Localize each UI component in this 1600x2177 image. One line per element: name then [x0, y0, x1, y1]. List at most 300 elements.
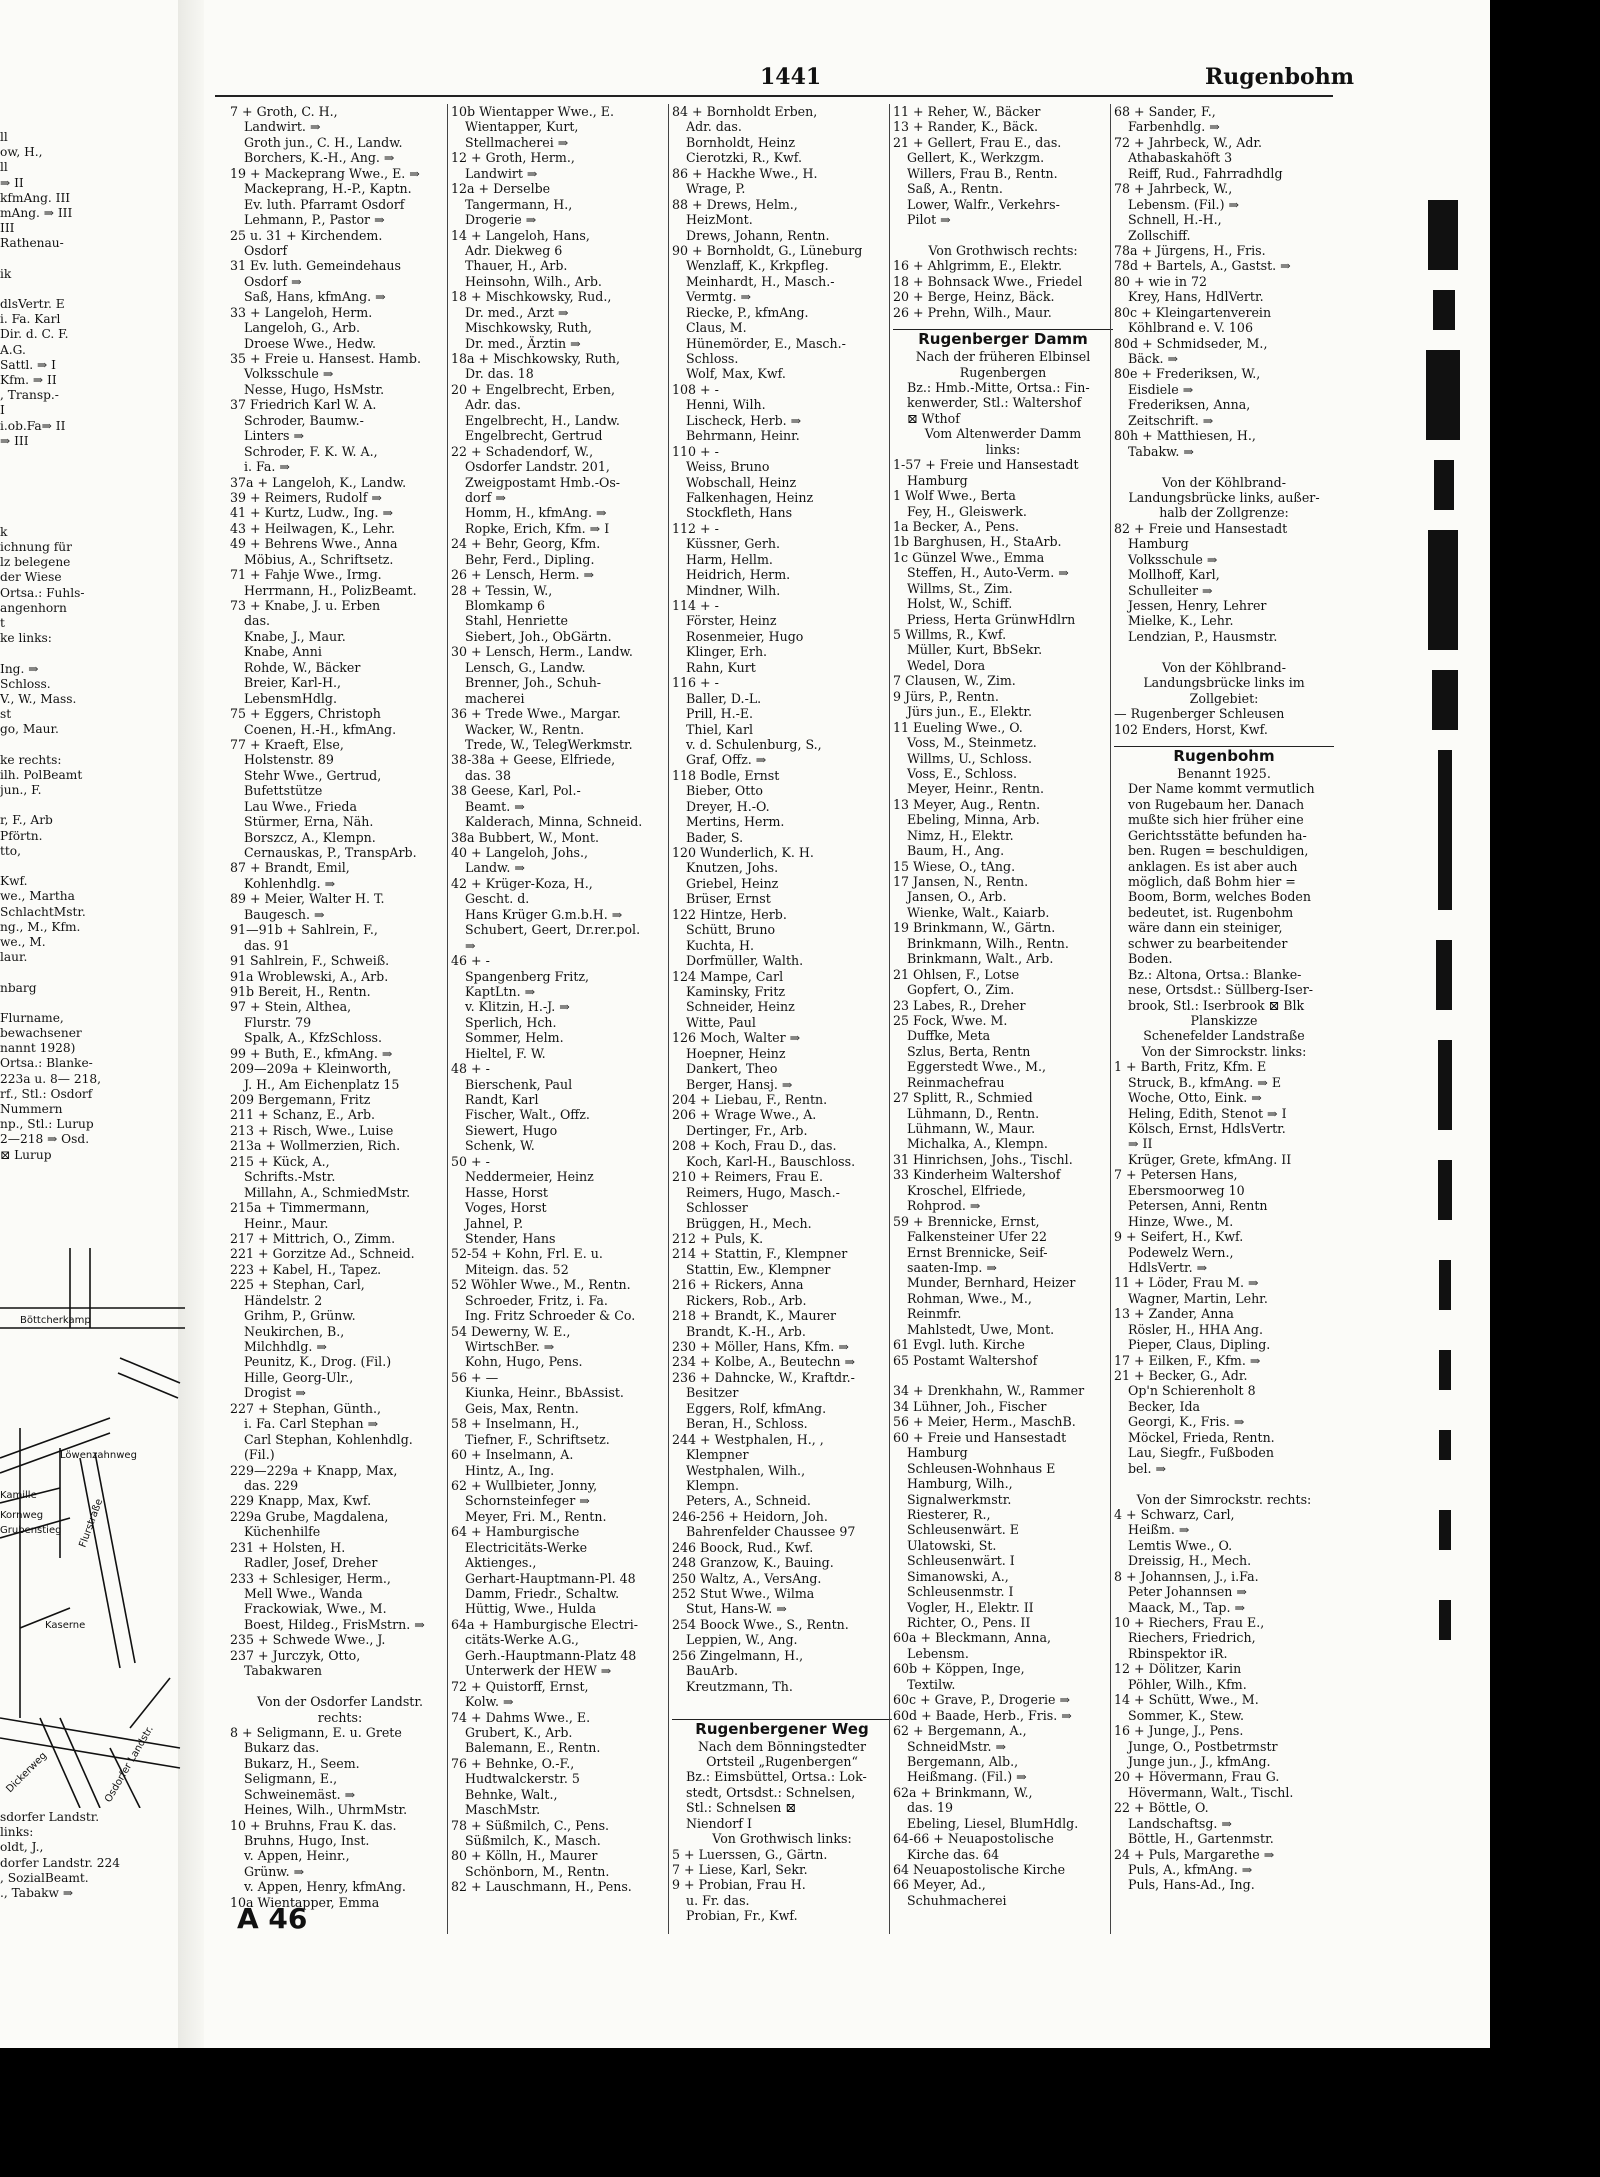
- directory-line: Gellert, K., Werkzgm.: [907, 150, 1045, 166]
- directory-line: Kölsch, Ernst, HdlsVertr.: [1128, 1121, 1286, 1136]
- directory-line: Rosenmeier, Hugo: [686, 628, 804, 644]
- directory-line: Carl Stephan, Kohlenhdlg.: [244, 1431, 413, 1447]
- directory-line: [1114, 644, 1334, 659]
- directory-line: Möbius, A., Schriftsetz.: [244, 551, 394, 567]
- address-entry: 122 Hintze, Herb.: [672, 906, 787, 922]
- directory-line: Thauer, H., Arb.: [465, 258, 568, 274]
- signature-marker: A 46: [237, 1902, 308, 1935]
- address-entry: 64a + Hamburgische Electri-: [451, 1616, 638, 1632]
- directory-line: Dertinger, Fr., Arb.: [686, 1122, 808, 1138]
- directory-line: Stehr Wwe., Gertrud,: [244, 767, 382, 783]
- directory-line: Volksschule ⇒: [1128, 551, 1218, 567]
- address-entry: 11 + Reher, W., Bäcker: [893, 104, 1041, 119]
- address-entry: 27 Splitt, R., Schmied: [893, 1090, 1033, 1106]
- directory-line: Behnke, Walt.,: [465, 1786, 558, 1802]
- directory-line: Siebert, Joh., ObGärtn.: [465, 628, 612, 644]
- directory-line: [230, 1679, 450, 1694]
- directory-line: Beamt. ⇒: [465, 798, 525, 814]
- address-entry: 28 + Tessin, W.,: [451, 582, 553, 598]
- address-entry: 80e + Frederiksen, W.,: [1114, 366, 1261, 382]
- address-entry: 237 + Jurczyk, Otto,: [230, 1647, 361, 1663]
- directory-line: Bahrenfelder Chaussee 97: [686, 1524, 856, 1540]
- directory-line: WirtschBer. ⇒: [465, 1339, 555, 1354]
- directory-line: Cierotzki, R., Kwf.: [686, 150, 802, 166]
- directory-line: Adr. Diekweg 6: [465, 242, 563, 258]
- address-entry: 38-38a + Geese, Elfriede,: [451, 752, 616, 768]
- directory-line: Frackowiak, Wwe., M.: [244, 1601, 387, 1617]
- left-fragment-line: Dir. d. C. F.: [0, 327, 69, 342]
- address-entry: 78 + Jahrbeck, W.,: [1114, 181, 1233, 197]
- directory-line: Schweinemäst. ⇒: [244, 1786, 356, 1802]
- address-entry: 60d + Baade, Herb., Fris. ⇒: [893, 1707, 1072, 1723]
- address-entry: 1 Wolf Wwe., Berta: [893, 488, 1016, 504]
- left-fragment-line: SchlachtMstr.: [0, 904, 86, 919]
- address-entry: 10 + Riechers, Frau E.,: [1114, 1615, 1265, 1630]
- left-fragment-line: ow, H.,: [0, 145, 43, 160]
- directory-line: Cernauskas, P., TranspArb.: [244, 845, 417, 860]
- left-fragment-line: III: [0, 221, 15, 236]
- directory-line: Köhlbrand e. V. 106: [1128, 320, 1253, 336]
- address-entry: 110 + -: [672, 443, 719, 459]
- address-entry: 37a + Langeloh, K., Landw.: [230, 474, 407, 490]
- directory-line: Schleusenwärt. E: [907, 1522, 1019, 1538]
- left-fragment-line: lz belegene: [0, 555, 71, 570]
- directory-line: Peunitz, K., Drog. (Fil.): [244, 1354, 392, 1370]
- directory-line: Heines, Wilh., UhrmMstr.: [244, 1802, 408, 1818]
- address-entry: 60a + Bleckmann, Anna,: [893, 1630, 1052, 1646]
- header-rule: [215, 95, 1333, 97]
- address-entry: 87 + Brandt, Emil,: [230, 860, 350, 876]
- directory-line: SchneidMstr. ⇒: [907, 1738, 1007, 1754]
- directory-line: Gopfert, O., Zim.: [907, 982, 1015, 998]
- directory-line: Ebeling, Liesel, BlumHdlg.: [907, 1815, 1079, 1831]
- left-fragment-line: ng., M., Kfm.: [0, 919, 81, 934]
- directory-line: bedeutet, ist. Rugenbohm: [1128, 904, 1294, 920]
- address-entry: 48 + -: [451, 1061, 490, 1077]
- address-entry: 5 Willms, R., Kwf.: [893, 627, 1007, 642]
- address-entry: 62 + Bergemann, A.,: [893, 1723, 1027, 1739]
- address-entry: 17 Jansen, N., Rentn.: [893, 874, 1029, 889]
- directory-line: Heidrich, Herm.: [686, 567, 791, 583]
- directory-line: Richter, O., Pens. II: [907, 1615, 1031, 1630]
- address-entry: 14 + Langeloh, Hans,: [451, 227, 590, 243]
- map-label: Kamille: [0, 1490, 37, 1501]
- left-fragment-line: ⊠ Lurup: [0, 1147, 52, 1162]
- directory-line: Schubert, Geert, Dr.rer.pol.: [465, 922, 641, 938]
- left-fragment-line: I: [0, 403, 5, 418]
- address-entry: 234 + Kolbe, A., Beutechn ⇒: [672, 1354, 856, 1370]
- address-entry: 244 + Westphalen, H., ,: [672, 1431, 824, 1447]
- address-entry: 230 + Möller, Hans, Kfm. ⇒: [672, 1339, 849, 1354]
- address-entry: 24 + Behr, Georg, Kfm.: [451, 536, 601, 552]
- directory-line: Heißmang. (Fil.) ⇒: [907, 1769, 1027, 1785]
- directory-line: Zollgebiet:: [1189, 690, 1259, 706]
- left-fragment-line: der Wiese: [0, 570, 62, 585]
- directory-line: Coenen, H.-H., kfmAng.: [244, 721, 397, 737]
- directory-line: Lehmann, P., Pastor ⇒: [244, 212, 385, 228]
- address-entry: 26 + Lensch, Herm. ⇒: [451, 567, 595, 583]
- directory-line: Möckel, Frieda, Rentn.: [1128, 1429, 1275, 1445]
- address-entry: 254 Boock Wwe., S., Rentn.: [672, 1616, 849, 1632]
- directory-line: Schleusenmstr. I: [907, 1584, 1014, 1600]
- directory-line: Jürs jun., E., Elektr.: [907, 704, 1032, 720]
- address-entry: 124 Mampe, Carl: [672, 968, 784, 984]
- address-entry: 46 + -: [451, 953, 490, 969]
- address-entry: 11 Eueling Wwe., O.: [893, 719, 1023, 735]
- left-fragment-bottom-line: oldt, J.,: [0, 1840, 44, 1855]
- directory-line: Kirche das. 64: [907, 1846, 1000, 1862]
- address-entry: 227 + Stephan, Günth.,: [230, 1400, 381, 1416]
- address-entry: 22 + Böttle, O.: [1114, 1800, 1209, 1816]
- column-5: [1114, 104, 1334, 1893]
- directory-line: Ebeling, Minna, Arb.: [907, 812, 1040, 828]
- directory-line: Rohman, Wwe., M.,: [907, 1290, 1032, 1306]
- address-entry: 72 + Jahrbeck, W., Adr.: [1114, 134, 1263, 150]
- left-fragment-line: Sattl. ⇒ I: [0, 357, 56, 372]
- directory-line: Hoepner, Heinz: [686, 1045, 786, 1061]
- left-fragment-bottom-line: links:: [0, 1825, 34, 1840]
- left-fragment-line: bewachsener: [0, 1026, 82, 1041]
- directory-line: Breier, Karl-H.,: [244, 675, 342, 691]
- address-entry: 40 + Langeloh, Johs.,: [451, 845, 589, 860]
- address-entry: 91 Sahlrein, F., Schweiß.: [230, 953, 390, 969]
- directory-line: Podewelz Wern.,: [1128, 1244, 1234, 1260]
- left-fragment-line: [0, 510, 190, 525]
- directory-line: Kroschel, Elfriede,: [907, 1182, 1027, 1198]
- directory-line: Wienke, Walt., Kaiarb.: [907, 904, 1050, 920]
- directory-line: Fischer, Walt., Offz.: [465, 1107, 590, 1123]
- left-fragment-line: Kwf.: [0, 874, 28, 889]
- address-entry: 10a Wientapper, Emma: [230, 1894, 380, 1910]
- address-entry: 18a + Mischkowsky, Ruth,: [451, 351, 620, 366]
- directory-line: Schornsteinfeger ⇒: [465, 1493, 590, 1509]
- address-entry: 229 Knapp, Max, Kwf.: [230, 1493, 372, 1509]
- directory-line: Sommer, K., Stew.: [1128, 1707, 1245, 1723]
- directory-line: Landwirt ⇒: [465, 165, 538, 181]
- directory-line: Bukarz, H., Seem.: [244, 1755, 360, 1771]
- left-fragment-line: angenhorn: [0, 600, 67, 615]
- running-head: [0, 64, 1490, 90]
- column-3: [672, 104, 892, 1924]
- directory-line: Spalk, A., KfzSchloss.: [244, 1030, 383, 1046]
- directory-line: Baller, D.-L.: [686, 690, 762, 706]
- directory-line: Krey, Hans, HdlVertr.: [1128, 289, 1264, 305]
- address-entry: 35 + Freie u. Hansest. Hamb.: [230, 351, 421, 366]
- directory-line: Drogist ⇒: [244, 1385, 306, 1401]
- left-fragment-line: [0, 798, 190, 813]
- column-2: [451, 104, 671, 1895]
- address-entry: 62a + Brinkmann, W.,: [893, 1784, 1033, 1800]
- address-entry: 21 Ohlsen, F., Lotse: [893, 966, 1020, 982]
- directory-line: Graf, Offz. ⇒: [686, 752, 767, 768]
- directory-line: Ulatowski, St.: [907, 1537, 997, 1553]
- map-label: Grubenstieg: [0, 1525, 62, 1536]
- directory-line: möglich, daß Bohm hier =: [1128, 874, 1296, 889]
- address-entry: 52 Wöhler Wwe., M., Rentn.: [451, 1277, 631, 1293]
- address-entry: 60 + Inselmann, A.: [451, 1447, 574, 1463]
- directory-line: Grubert, K., Arb.: [465, 1724, 573, 1740]
- directory-line: LebensmHdlg.: [244, 690, 337, 706]
- address-entry: 68 + Sander, F.,: [1114, 104, 1216, 119]
- directory-line: Becker, Ida: [1128, 1398, 1201, 1414]
- directory-line: Bruhns, Hugo, Inst.: [244, 1833, 370, 1848]
- directory-line: Prill, H.-E.: [686, 706, 754, 722]
- directory-line: Brinkmann, Wilh., Rentn.: [907, 935, 1069, 951]
- map-label: Flurstraße: [77, 1497, 106, 1550]
- directory-line: Behr, Ferd., Dipling.: [465, 551, 595, 567]
- directory-line: citäts-Werke A.G.,: [465, 1632, 579, 1648]
- address-entry: 65 Postamt Waltershof: [893, 1352, 1038, 1368]
- directory-line: Von der Osdorfer Landstr.: [257, 1694, 423, 1710]
- address-entry: 217 + Mittrich, O., Zimm.: [230, 1230, 396, 1246]
- address-entry: 58 + Inselmann, H.,: [451, 1416, 580, 1432]
- directory-line: Berger, Hansj. ⇒: [686, 1076, 793, 1092]
- left-fragment-line: k: [0, 524, 8, 539]
- column-divider: [668, 104, 669, 1934]
- directory-line: Simanowski, A.,: [907, 1568, 1009, 1584]
- directory-line: Puls, A., kfmAng. ⇒: [1128, 1862, 1253, 1877]
- address-entry: 206 + Wrage Wwe., A.: [672, 1107, 817, 1123]
- directory-line: Saß, Hans, kfmAng. ⇒: [244, 289, 386, 305]
- directory-line: Leppien, W., Ang.: [686, 1632, 798, 1648]
- directory-line: [1114, 459, 1334, 474]
- directory-line: Reinmachefrau: [907, 1074, 1005, 1090]
- left-fragment-line: laur.: [0, 950, 28, 965]
- scan-border-right: [1490, 0, 1600, 2177]
- directory-line: Frederiksen, Anna,: [1128, 397, 1251, 413]
- directory-line: Athabaskahöft 3: [1128, 150, 1233, 166]
- directory-line: Stattin, Ew., Klempner: [686, 1261, 831, 1277]
- directory-line: Millahn, A., SchmiedMstr.: [244, 1184, 411, 1200]
- address-entry: 77 + Kraeft, Else,: [230, 736, 344, 752]
- directory-line: Bader, S.: [686, 829, 744, 845]
- address-entry: 102 Enders, Horst, Kwf.: [1114, 721, 1268, 737]
- left-fragment-line: Nummern: [0, 1102, 63, 1116]
- directory-line: Puls, Hans-Ad., Ing.: [1128, 1877, 1255, 1893]
- directory-line: Müller, Kurt, BbSekr.: [907, 642, 1043, 658]
- directory-line: Hövermann, Walt., Tischl.: [1128, 1784, 1294, 1800]
- directory-line: Klinger, Erh.: [686, 644, 768, 660]
- directory-line: macherei: [465, 690, 525, 706]
- left-fragment-line: i. Fa. Karl: [0, 312, 61, 327]
- directory-line: stedt, Ortsdst.: Schnelsen,: [686, 1784, 856, 1800]
- directory-line: Neukirchen, B.,: [244, 1323, 345, 1339]
- directory-line: Probian, Fr., Kwf.: [686, 1908, 798, 1924]
- address-entry: 7 + Groth, C. H.,: [230, 104, 338, 119]
- left-page-fragment: [0, 130, 190, 1163]
- directory-line: Baum, H., Ang.: [907, 843, 1005, 859]
- left-fragment-line: [0, 965, 190, 980]
- directory-line: Holstenstr. 89: [244, 752, 334, 768]
- address-entry: 223 + Kabel, H., Tapez.: [230, 1261, 382, 1277]
- address-entry: 22 + Schadendorf, W.,: [451, 443, 594, 459]
- directory-line: Riechers, Friedrich,: [1128, 1630, 1256, 1646]
- address-entry: 18 + Mischkowsky, Rud.,: [451, 289, 612, 305]
- directory-line: Adr. das.: [686, 119, 742, 135]
- address-entry: — Rugenberger Schleusen: [1114, 706, 1285, 722]
- left-fragment-line: ⇒ II: [0, 175, 24, 190]
- left-fragment-line: 2—218 ⇒ Osd.: [0, 1132, 90, 1147]
- left-fragment-line: ⇒ III: [0, 433, 29, 448]
- address-entry: 66 Meyer, Ad.,: [893, 1877, 986, 1893]
- directory-line: kenwerder, Stl.: Waltershof: [907, 395, 1082, 411]
- directory-line: Osdorf ⇒: [244, 273, 302, 289]
- address-entry: 71 + Fahje Wwe., Irmg.: [230, 567, 382, 583]
- address-entry: 72 + Quistorff, Ernst,: [451, 1678, 589, 1694]
- directory-line: Bufettstütze: [244, 783, 323, 799]
- left-fragment-line: [0, 479, 190, 494]
- address-entry: 30 + Lensch, Herm., Landw.: [451, 644, 633, 660]
- directory-line: Riecke, P., kfmAng.: [686, 304, 809, 320]
- directory-line: Munder, Bernhard, Heizer: [907, 1275, 1076, 1291]
- directory-line: Junge, O., Postbetrmstr: [1128, 1738, 1278, 1754]
- address-entry: 56 + —: [451, 1369, 499, 1385]
- directory-line: Weiss, Bruno: [686, 459, 770, 475]
- directory-line: Bornholdt, Heinz: [686, 134, 796, 150]
- left-fragment-line: [0, 252, 190, 267]
- address-entry: 33 + Langeloh, Herm.: [230, 304, 373, 320]
- left-fragment-line: ll: [0, 130, 8, 144]
- directory-line: Hudtwalckerstr. 5: [465, 1771, 580, 1787]
- directory-line: Peters, A., Schneid.: [686, 1493, 811, 1509]
- left-fragment-line: nbarg: [0, 980, 37, 995]
- directory-line: Böttle, H., Gartenmstr.: [1128, 1831, 1274, 1847]
- directory-line: Rahn, Kurt: [686, 659, 756, 675]
- directory-line: Niendorf I: [686, 1815, 752, 1831]
- address-entry: 229a Grube, Magdalena,: [230, 1508, 389, 1524]
- directory-line: Textilw.: [907, 1676, 956, 1692]
- left-fragment-line: ik: [0, 266, 12, 281]
- directory-line: Flurstr. 79: [244, 1014, 312, 1030]
- directory-line: Baugesch. ⇒: [244, 906, 325, 922]
- street-heading: Rugenberger Damm: [918, 330, 1088, 349]
- directory-line: Borszcz, A., Klempn.: [244, 829, 376, 845]
- directory-line: Lebensm.: [907, 1645, 969, 1661]
- directory-line: Heling, Edith, Stenot ⇒ I: [1128, 1105, 1287, 1121]
- directory-line: Hamburg: [1128, 536, 1189, 552]
- directory-line: Siewert, Hugo: [465, 1122, 558, 1138]
- address-entry: 78a + Jürgens, H., Fris.: [1114, 242, 1266, 258]
- directory-line: Pilot ⇒: [907, 212, 951, 228]
- directory-line: Vogler, H., Elektr. II: [907, 1599, 1034, 1615]
- address-entry: 42 + Krüger-Koza, H.,: [451, 875, 593, 891]
- left-fragment-line: ll: [0, 160, 8, 175]
- address-entry: 14 + Schütt, Wwe., M.: [1114, 1692, 1259, 1708]
- address-entry: 24 + Puls, Margarethe ⇒: [1114, 1846, 1275, 1862]
- directory-line: Farbenhdlg. ⇒: [1128, 119, 1220, 135]
- directory-line: Knabe, Anni: [244, 644, 322, 660]
- left-fragment-line: kfmAng. III: [0, 190, 71, 205]
- directory-line: Peter Johannsen ⇒: [1128, 1584, 1247, 1600]
- address-entry: 256 Zingelmann, H.,: [672, 1647, 804, 1663]
- address-entry: 9 Jürs, P., Rentn.: [893, 688, 999, 704]
- directory-line: Falkenhagen, Heinz: [686, 489, 814, 505]
- directory-line: das. 19: [907, 1800, 954, 1816]
- map-label: Löwenzahnweg: [60, 1450, 137, 1461]
- directory-line: Rohde, W., Bäcker: [244, 659, 361, 675]
- directory-line: Willers, Frau B., Rentn.: [907, 165, 1058, 181]
- address-entry: 7 + Petersen Hans,: [1114, 1167, 1238, 1183]
- address-entry: 74 + Dahms Wwe., E.: [451, 1709, 591, 1725]
- directory-line: Dreissig, H., Mech.: [1128, 1553, 1252, 1569]
- directory-line: v. Klitzin, H.-J. ⇒: [465, 999, 570, 1015]
- left-fragment-line: i.ob.Fa⇒ II: [0, 418, 66, 433]
- directory-line: Grihm, P., Grünw.: [244, 1308, 356, 1324]
- directory-line: Linters ⇒: [244, 428, 305, 444]
- address-entry: 212 + Puls, K.: [672, 1230, 764, 1246]
- left-fragment-line: [0, 646, 190, 661]
- directory-line: MaschMstr.: [465, 1802, 541, 1818]
- address-entry: 126 Moch, Walter ⇒: [672, 1030, 801, 1046]
- directory-line: Lower, Walfr., Verkehrs-: [907, 196, 1060, 212]
- address-entry: 38a Bubbert, W., Mont.: [451, 829, 599, 845]
- directory-line: von Rugebaum her. Danach: [1128, 796, 1305, 812]
- directory-line: Woche, Otto, Eink. ⇒: [1128, 1090, 1262, 1106]
- map-label: Kaserne: [45, 1620, 86, 1631]
- directory-line: Unterwerk der HEW ⇒: [465, 1663, 612, 1679]
- address-entry: 82 + Lauschmann, H., Pens.: [451, 1879, 632, 1895]
- address-entry: 8 + Seligmann, E. u. Grete: [230, 1724, 402, 1740]
- address-entry: 80c + Kleingartenverein: [1114, 304, 1272, 320]
- directory-line: Trede, W., TelegWerkmstr.: [465, 736, 633, 752]
- directory-line: Schloss.: [686, 351, 739, 366]
- directory-line: Beran, H., Schloss.: [686, 1416, 808, 1432]
- address-entry: 208 + Koch, Frau D., das.: [672, 1138, 837, 1154]
- scan-border-bottom: [0, 2048, 1600, 2177]
- address-entry: 252 Stut Wwe., Wilma: [672, 1586, 815, 1601]
- directory-line: u. Fr. das.: [686, 1892, 750, 1908]
- directory-line: Landungsbrücke links, außer-: [1128, 489, 1320, 505]
- directory-line: Lau, Siegfr., Fußboden: [1128, 1445, 1274, 1461]
- directory-line: Thiel, Karl: [686, 721, 753, 737]
- directory-line: Boest, Hildeg., FrisMstrn. ⇒: [244, 1616, 425, 1632]
- directory-line: Bierschenk, Paul: [465, 1076, 573, 1092]
- directory-line: Klempner: [686, 1447, 749, 1463]
- directory-line: Drews, Johann, Rentn.: [686, 227, 830, 243]
- directory-line: Volksschule ⇒: [244, 366, 334, 382]
- directory-line: Boom, Borm, welches Boden: [1128, 889, 1311, 905]
- map-label: Dickerweg: [4, 1750, 50, 1796]
- directory-line: Wolf, Max, Kwf.: [686, 366, 786, 382]
- directory-line: Osdorfer Landstr. 201,: [465, 459, 610, 475]
- directory-line: Engelbrecht, H., Landw.: [465, 412, 620, 428]
- directory-line: Hamburg: [907, 1445, 968, 1461]
- directory-line: Petersen, Anni, Rentn: [1128, 1198, 1268, 1214]
- directory-line: Randt, Karl: [465, 1092, 539, 1107]
- directory-line: Bäck. ⇒: [1128, 351, 1179, 366]
- directory-line: Wacker, W., Rentn.: [465, 721, 585, 737]
- directory-line: das. 229: [244, 1477, 299, 1493]
- address-entry: 4 + Schwarz, Carl,: [1114, 1506, 1235, 1522]
- directory-line: Electricitäts-Werke: [465, 1539, 588, 1555]
- directory-line: Op'n Schierenholt 8: [1128, 1383, 1256, 1399]
- directory-line: Schrifts.-Mstr.: [244, 1169, 336, 1185]
- directory-line: Willms, St., Zim.: [907, 580, 1013, 596]
- directory-line: Duffke, Meta: [907, 1028, 991, 1044]
- directory-line: Ortsteil „Rugenbergen“: [706, 1753, 858, 1769]
- map-label: Böttcherkamp: [20, 1315, 91, 1326]
- directory-line: Reiff, Rud., Fahrradhdlg: [1128, 165, 1283, 181]
- directory-line: Ernst Brennicke, Seif-: [907, 1244, 1048, 1260]
- directory-line: Rugenbergen: [959, 364, 1047, 380]
- address-entry: 60c + Grave, P., Drogerie ⇒: [893, 1692, 1070, 1708]
- directory-line: ⇒ II: [1128, 1136, 1153, 1152]
- directory-line: Schroder, Baumw.-: [244, 412, 364, 428]
- address-entry: 233 + Schlesiger, Herm.,: [230, 1570, 391, 1586]
- directory-line: Ebersmoorweg 10: [1128, 1182, 1245, 1198]
- directory-line: bel. ⇒: [1128, 1460, 1167, 1476]
- address-entry: 13 + Rander, K., Bäck.: [893, 119, 1038, 135]
